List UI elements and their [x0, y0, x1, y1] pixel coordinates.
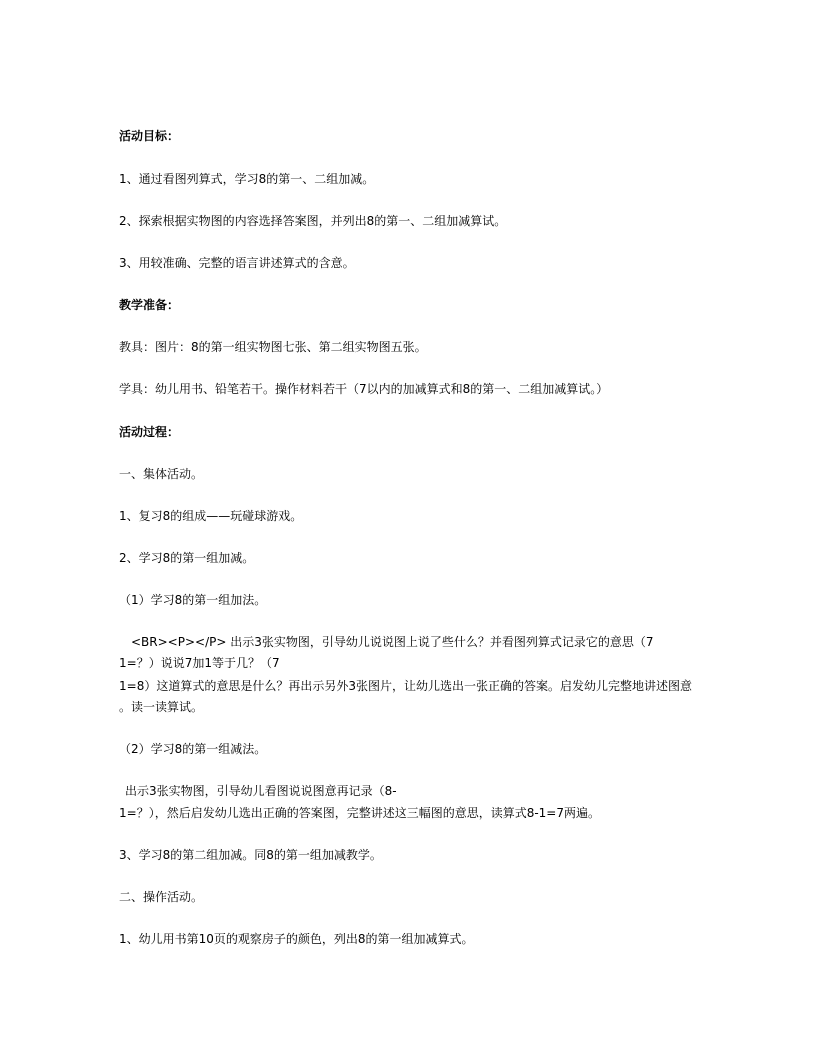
paragraph-subtraction-line-2: 1=？），然后启发幼儿选出正确的答案图，完整讲述这三幅图的意思，读算式8-1=7两遍。	[119, 806, 600, 820]
process-heading: 活动过程：	[119, 425, 180, 439]
goal-item-2: 2、探索根据实物图的内容选择答案图，并列出8的第一、二组加减算试。	[119, 214, 507, 228]
step-first-group: 2、学习8的第一组加减。	[119, 551, 255, 565]
step-first-group-subtraction: （2）学习8的第一组减法。	[119, 742, 267, 756]
prep-student-tools: 学具：幼儿用书、铅笔若干。操作材料若干（7以内的加减算式和8的第一、二组加减算试。）	[119, 382, 609, 396]
paragraph-subtraction-line-1: 出示3张实物图，引导幼儿看图说说图意再记录（8-	[125, 784, 397, 798]
section-operation-activity: 二、操作活动。	[119, 890, 204, 904]
paragraph-addition-line-2: 1=？）说说7加1等于几？（7	[119, 656, 280, 670]
section-group-activity: 一、集体活动。	[119, 467, 204, 481]
prep-heading: 教学准备：	[119, 298, 180, 312]
step-first-group-addition: （1）学习8的第一组加法。	[119, 593, 267, 607]
goals-heading: 活动目标：	[119, 129, 180, 143]
step-review: 1、复习8的组成——玩碰球游戏。	[119, 509, 303, 523]
goal-item-1: 1、通过看图列算式，学习8的第一、二组加减。	[119, 172, 375, 186]
operation-item-1: 1、幼儿用书第10页的观察房子的颜色，列出8的第一组加减算式。	[119, 932, 474, 946]
prep-teacher-tools: 教具：图片：8的第一组实物图七张、第二组实物图五张。	[119, 340, 427, 354]
paragraph-addition-line-3: 1=8）这道算式的意思是什么？再出示另外3张图片，让幼儿选出一张正确的答案。启发幼儿完整地讲述图意	[119, 679, 692, 693]
step-second-group: 3、学习8的第二组加减。同8的第一组加减教学。	[119, 848, 382, 862]
goal-item-3: 3、用较准确、完整的语言讲述算式的含意。	[119, 256, 355, 270]
paragraph-addition-line-1: <BR><P></P> 出示3张实物图，引导幼儿说说图上说了些什么？并看图列算式记录它的意思（7	[131, 635, 654, 649]
paragraph-addition-line-4: 。读一读算试。	[119, 700, 204, 714]
